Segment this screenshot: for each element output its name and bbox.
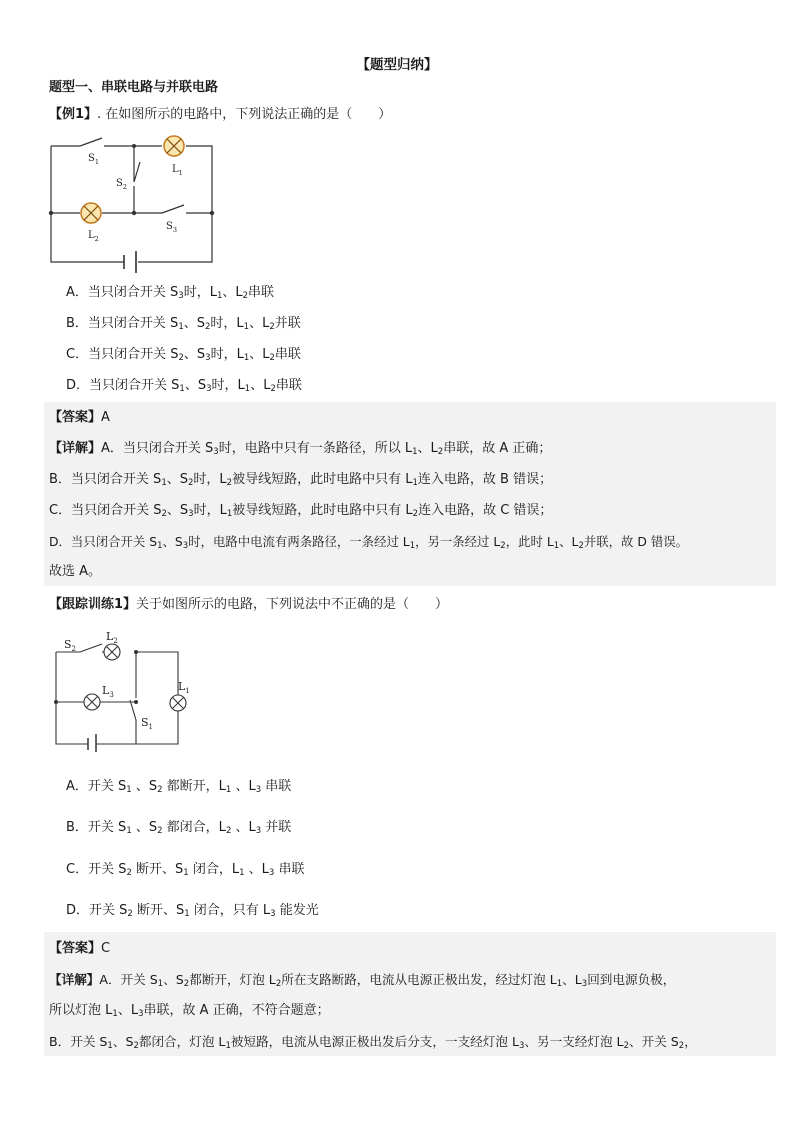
example1-option-c: C．当只闭合开关 $S_2$、$S_3$时，$L_1$、$L_2$串联 <box>66 347 301 363</box>
l2-label: $L_2$ <box>106 630 118 645</box>
example1-answer: 【答案】A <box>49 410 110 425</box>
page-title: 【题型归纳】 <box>356 57 438 73</box>
s1-label: $S_1$ <box>141 716 154 731</box>
l1-label: $L_1$ <box>172 164 183 177</box>
section-heading: 题型一、串联电路与并联电路 <box>49 80 219 95</box>
s2-label: $S_2$ <box>116 178 127 191</box>
practice1-option-a: A．开关 $S_1$ 、$S_2$ 都断开，$L_1$ 、$L_3$ 串联 <box>66 779 292 795</box>
example1-circuit-diagram <box>44 134 224 274</box>
l1-label: $L_1$ <box>178 680 190 695</box>
example1-question <box>49 106 391 124</box>
s1-label: $S_1$ <box>88 153 99 166</box>
example1-label: 【例1】 <box>49 107 98 122</box>
example1-detail-line-3: C．当只闭合开关 $S_2$、$S_3$时，$L_1$被导线短路，此时电路中只有 $L_2$连入电路，故 C 错误； <box>49 503 553 519</box>
practice1-option-d: D．开关 $S_2$ 断开、$S_1$ 闭合，只有 $L_3$ 能发光 <box>66 903 319 919</box>
example1-option-a: A．当只闭合开关 $S_3$时，$L_1$、$L_2$串联 <box>66 285 275 301</box>
practice1-detail-line-1: 【详解】A．开关 $S_1$、$S_2$都断开，灯泡 $L_2$所在支路断路，电流从电源正极出发，经过灯泡 $L_1$、$L_3$回到电源负极， <box>49 972 676 989</box>
example1-option-b: B．当只闭合开关 $S_1$、$S_2$时，$L_1$、$L_2$并联 <box>66 316 301 332</box>
practice1-option-b: B．开关 $S_1$ 、$S_2$ 都闭合，$L_2$ 、$L_3$ 并联 <box>66 820 292 836</box>
practice1-detail-line-2: 所以灯泡 $L_1$、$L_3$串联，故 A 正确，不符合题意； <box>49 1003 330 1019</box>
example1-detail-line-4: D．当只闭合开关 $S_1$、$S_3$时，电路中电流有两条路径，一条经过 $L_1$，另一条经过 $L_2$，此时 $L_1$、$L_2$并联，故 D 错误。 <box>49 534 689 551</box>
practice1-question-text: 关于如图所示的电路，下列说法中不正确的是（ ） <box>136 597 449 612</box>
s3-label: $S_3$ <box>166 221 177 234</box>
lamp-l2-icon <box>81 203 101 223</box>
lamp-l3-icon <box>84 694 100 710</box>
example1-conclusion: 故选 A。 <box>49 564 102 579</box>
practice1-label: 【跟踪训练1】 <box>49 597 137 612</box>
example1-detail-line-1: 【详解】A．当只闭合开关 $S_3$时，电路中只有一条路径，所以 $L_1$、$L_2$串联，故 A 正确； <box>49 441 552 457</box>
s2-label: $S_2$ <box>64 638 77 653</box>
example1-option-d: D．当只闭合开关 $S_1$、$S_3$时，$L_1$、$L_2$串联 <box>66 378 302 394</box>
example1-detail-line-2: B．当只闭合开关 $S_1$、$S_2$时，$L_2$被导线短路，此时电路中只有 $L_1$连入电路，故 B 错误； <box>49 472 553 488</box>
practice1-circuit-diagram <box>50 628 192 752</box>
example1-question-text: . 在如图所示的电路中，下列说法正确的是（ ） <box>97 107 392 122</box>
practice1-detail-line-3: B．开关 $S_1$、$S_2$都闭合，灯泡 $L_1$被短路，电流从电源正极出发后分支，一支经灯泡 $L_3$、另一支经灯泡 $L_2$、开关 $S_2$， <box>49 1034 697 1051</box>
lamp-l2-icon <box>104 644 120 660</box>
example1-answer-box <box>44 402 776 586</box>
practice1-question <box>49 596 448 614</box>
lamp-l1-icon <box>170 695 186 711</box>
practice1-answer: 【答案】C <box>49 941 111 956</box>
l2-label: $L_2$ <box>88 230 99 243</box>
lamp-l1-icon <box>164 136 184 156</box>
l3-label: $L_3$ <box>102 684 114 699</box>
practice1-option-c: C．开关 $S_2$ 断开、$S_1$ 闭合，$L_1$ 、$L_3$ 串联 <box>66 862 305 878</box>
